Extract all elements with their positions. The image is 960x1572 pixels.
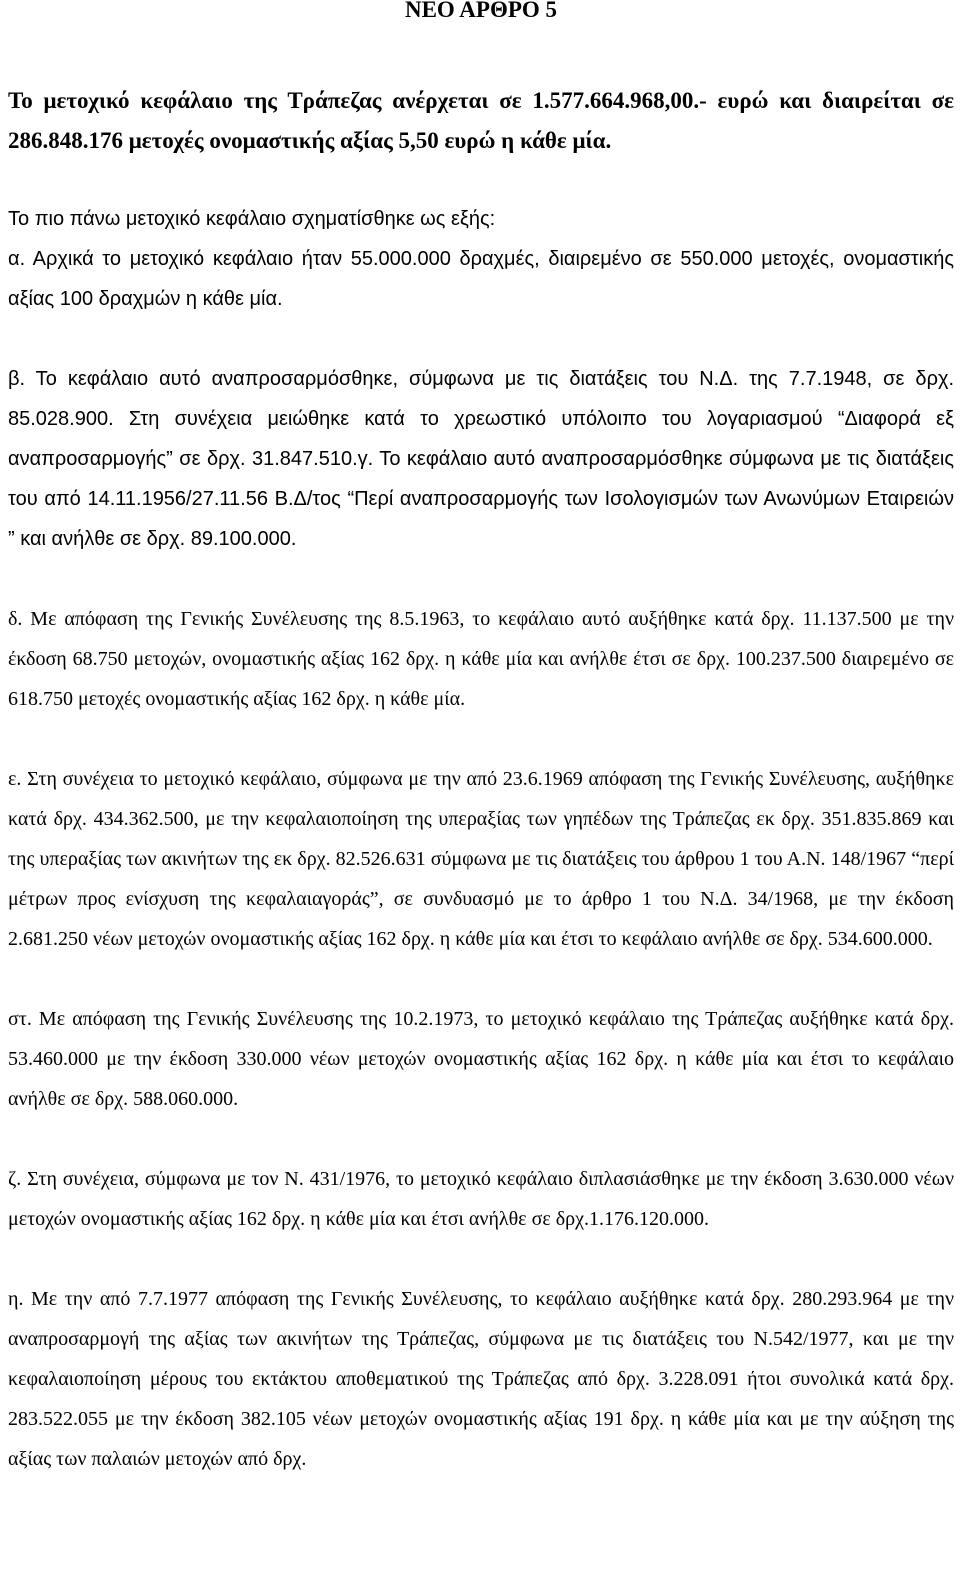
paragraph-epsilon: ε. Στη συνέχεια το μετοχικό κεφάλαιο, σύμφωνα με την από 23.6.1969 απόφαση της Γενικής Συνέλευσης, αυξήθηκε κατά δρχ. 434.362.500, με την κεφαλαιοποίηση της υπεραξίας των γηπέδων της Τράπεζας εκ δρχ. 351.835.869 και της υπεραξίας των ακινήτων της εκ δρχ. 82.526.631 σύμφωνα με τις διατάξεις του άρθρου 1 του Α.Ν. 148/1967 “περί μέτρων προς ενίσχυση της κεφαλαιαγοράς”, σε συνδυασμό με το άρθρο 1 του Ν.Δ. 34/1968, με την έκδοση 2.681.250 νέων μετοχών ονομαστικής αξίας 162 δρχ. η κάθε μία και έτσι το κεφάλαιο ανήλθε σε δρχ. 534.600.000. (8, 768, 954, 950)
capital-statement: Το μετοχικό κεφάλαιο της Τράπεζας ανέρχεται σε 1.577.664.968,00.- ευρώ και διαιρείται σε 286.848.176 μετοχές ονομαστικής αξίας 5,50 ευρώ η κάθε μία. (8, 88, 954, 153)
paragraph-zeta: ζ. Στη συνέχεια, σύμφωνα με τον Ν. 431/1976, το μετοχικό κεφάλαιο διπλασιάσθηκε με την έκδοση 3.630.000 νέων μετοχών ονομαστικής αξίας 162 δρχ. η κάθε μία και έτσι ανήλθε σε δρχ.1.176.120.000. (8, 1168, 954, 1230)
paragraph-stigma: στ. Με απόφαση της Γενικής Συνέλευσης της 10.2.1973, το μετοχικό κεφάλαιο της Τράπεζας αυξήθηκε κατά δρχ. 53.460.000 με την έκδοση 330.000 νέων μετοχών ονομαστικής αξίας 162 δρχ. η κάθε μία και έτσι το κεφάλαιο ανήλθε σε δρχ. 588.060.000. (8, 1008, 954, 1110)
paragraph-delta: δ. Με απόφαση της Γενικής Συνέλευσης της 8.5.1963, το κεφάλαιο αυτό αυξήθηκε κατά δρχ. 11.137.500 με την έκδοση 68.750 μετοχών, ονομαστικής αξίας 162 δρχ. η κάθε μία και ανήλθε έτσι σε δρχ. 100.237.500 διαιρεμένο σε 618.750 μετοχές ονομαστικής αξίας 162 δρχ. η κάθε μία. (8, 608, 954, 710)
article-title: ΝΕΟ ΑΡΘΡΟ 5 (404, 0, 558, 22)
paragraph-beta: β. Το κεφάλαιο αυτό αναπροσαρμόσθηκε, σύμφωνα με τις διατάξεις του Ν.Δ. της 7.7.1948, σε δρχ. 85.028.900. Στη συνέχεια μειώθηκε κατά το χρεωστικό υπόλοιπο του λογαριασμού “Διαφορά εξ αναπροσαρμογής” σε δρχ. 31.847.510.γ. Το κεφάλαιο αυτό αναπροσαρμόσθηκε σύμφωνα με τις διατάξεις του από 14.11.1956/27.11.56 Β.Δ/τος “Περί αναπροσαρμογής των Ισολογισμών των Ανωνύμων Εταιρειών ” και ανήλθε σε δρχ. 89.100.000. (8, 368, 954, 550)
paragraph-alpha: α. Αρχικά το μετοχικό κεφάλαιο ήταν 55.000.000 δραχμές, διαιρεμένο σε 550.000 μετοχές, ονομαστικής αξίας 100 δραχμών η κάθε μία. (8, 248, 954, 310)
paragraph-eta: η. Με την από 7.7.1977 απόφαση της Γενικής Συνέλευσης, το κεφάλαιο αυξήθηκε κατά δρχ. 280.293.964 με την αναπροσαρμογή της αξίας των ακινήτων της Τράπεζας, σύμφωνα με τις διατάξεις του Ν.542/1977, και με την κεφαλαιοποίηση μέρους του εκτάκτου αποθεματικού της Τράπεζας από δρχ. 3.228.091 ήτοι συνολικά κατά δρχ. 283.522.055 με την έκδοση 382.105 νέων μετοχών ονομαστικής αξίας 191 δρχ. η κάθε μία και με την αύξηση της αξίας των παλαιών μετοχών από δρχ. (8, 1288, 954, 1470)
document-page (8, 0, 954, 1479)
formation-intro: Το πιο πάνω μετοχικό κεφάλαιο σχηματίσθηκε ως εξής: (8, 208, 496, 230)
